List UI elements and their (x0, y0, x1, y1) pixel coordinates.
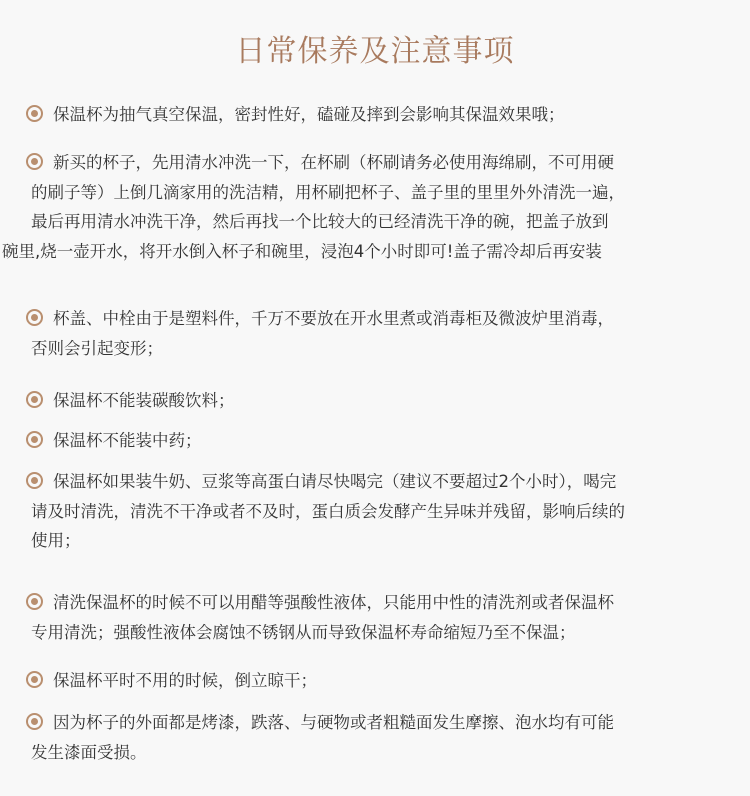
item-text: 否则会引起变形； (31, 338, 163, 358)
item-text: 因为杯子的外面都是烤漆，跌落、与硬物或者粗糙面发生摩擦、泡水均有可能 (53, 713, 614, 732)
item-text: 碗里,烧一壶开水，将开水倒入杯子和碗里，浸泡4个小时即可!盖子需冷却后再安装 (2, 241, 602, 261)
circle-dot-icon (26, 593, 43, 610)
page-title: 日常保养及注意事项 (235, 34, 515, 69)
item-text: 的刷子等）上倒几滴家用的洗洁精，用杯刷把杯子、盖子里的里里外外清洗一遍， (31, 182, 625, 202)
list-item (26, 386, 726, 416)
circle-dot-icon (26, 105, 43, 122)
item-text: 专用清洗；强酸性液体会腐蚀不锈钢从而导致保温杯寿命缩短乃至不保温； (31, 622, 576, 642)
list-item (26, 708, 726, 767)
list-item (26, 467, 726, 556)
item-text: 保温杯平时不用的时候，倒立晾干； (53, 671, 317, 690)
circle-dot-icon (26, 309, 43, 326)
circle-dot-icon (26, 472, 43, 489)
item-text: 新买的杯子，先用清水冲洗一下，在杯刷（杯刷请务必使用海绵刷，不可用硬 (53, 153, 614, 172)
item-text: 保温杯如果装牛奶、豆浆等高蛋白请尽快喝完（建议不要超过2个小时），喝完 (53, 472, 617, 491)
item-text: 保温杯不能装碳酸饮料； (53, 391, 235, 410)
item-text: 清洗保温杯的时候不可以用醋等强酸性液体，只能用中性的清洗剂或者保温杯 (53, 593, 614, 612)
item-text: 发生漆面受损。 (31, 742, 147, 762)
list-item (26, 100, 726, 130)
circle-dot-icon (26, 671, 43, 688)
circle-dot-icon (26, 431, 43, 448)
item-text: 请及时清洗，清洗不干净或者不及时，蛋白质会发酵产生异味并残留，影响后续的 (31, 501, 625, 521)
circle-dot-icon (26, 391, 43, 408)
item-text: 保温杯为抽气真空保温，密封性好，磕碰及摔到会影响其保温效果哦； (53, 105, 565, 124)
item-text: 杯盖、中栓由于是塑料件，千万不要放在开水里煮或消毒柜及微波炉里消毒， (53, 309, 614, 328)
item-text: 保温杯不能装中药； (53, 431, 202, 450)
circle-dot-icon (26, 713, 43, 730)
circle-dot-icon (26, 153, 43, 170)
item-text: 使用； (31, 531, 81, 550)
list-item (26, 304, 726, 363)
item-text: 最后再用清水冲洗干净，然后再找一个比较大的已经清洗干净的碗，把盖子放到 (31, 212, 609, 231)
list-item (2, 148, 726, 266)
list-item (26, 666, 726, 696)
list-item (26, 588, 726, 647)
list-item (26, 426, 726, 456)
